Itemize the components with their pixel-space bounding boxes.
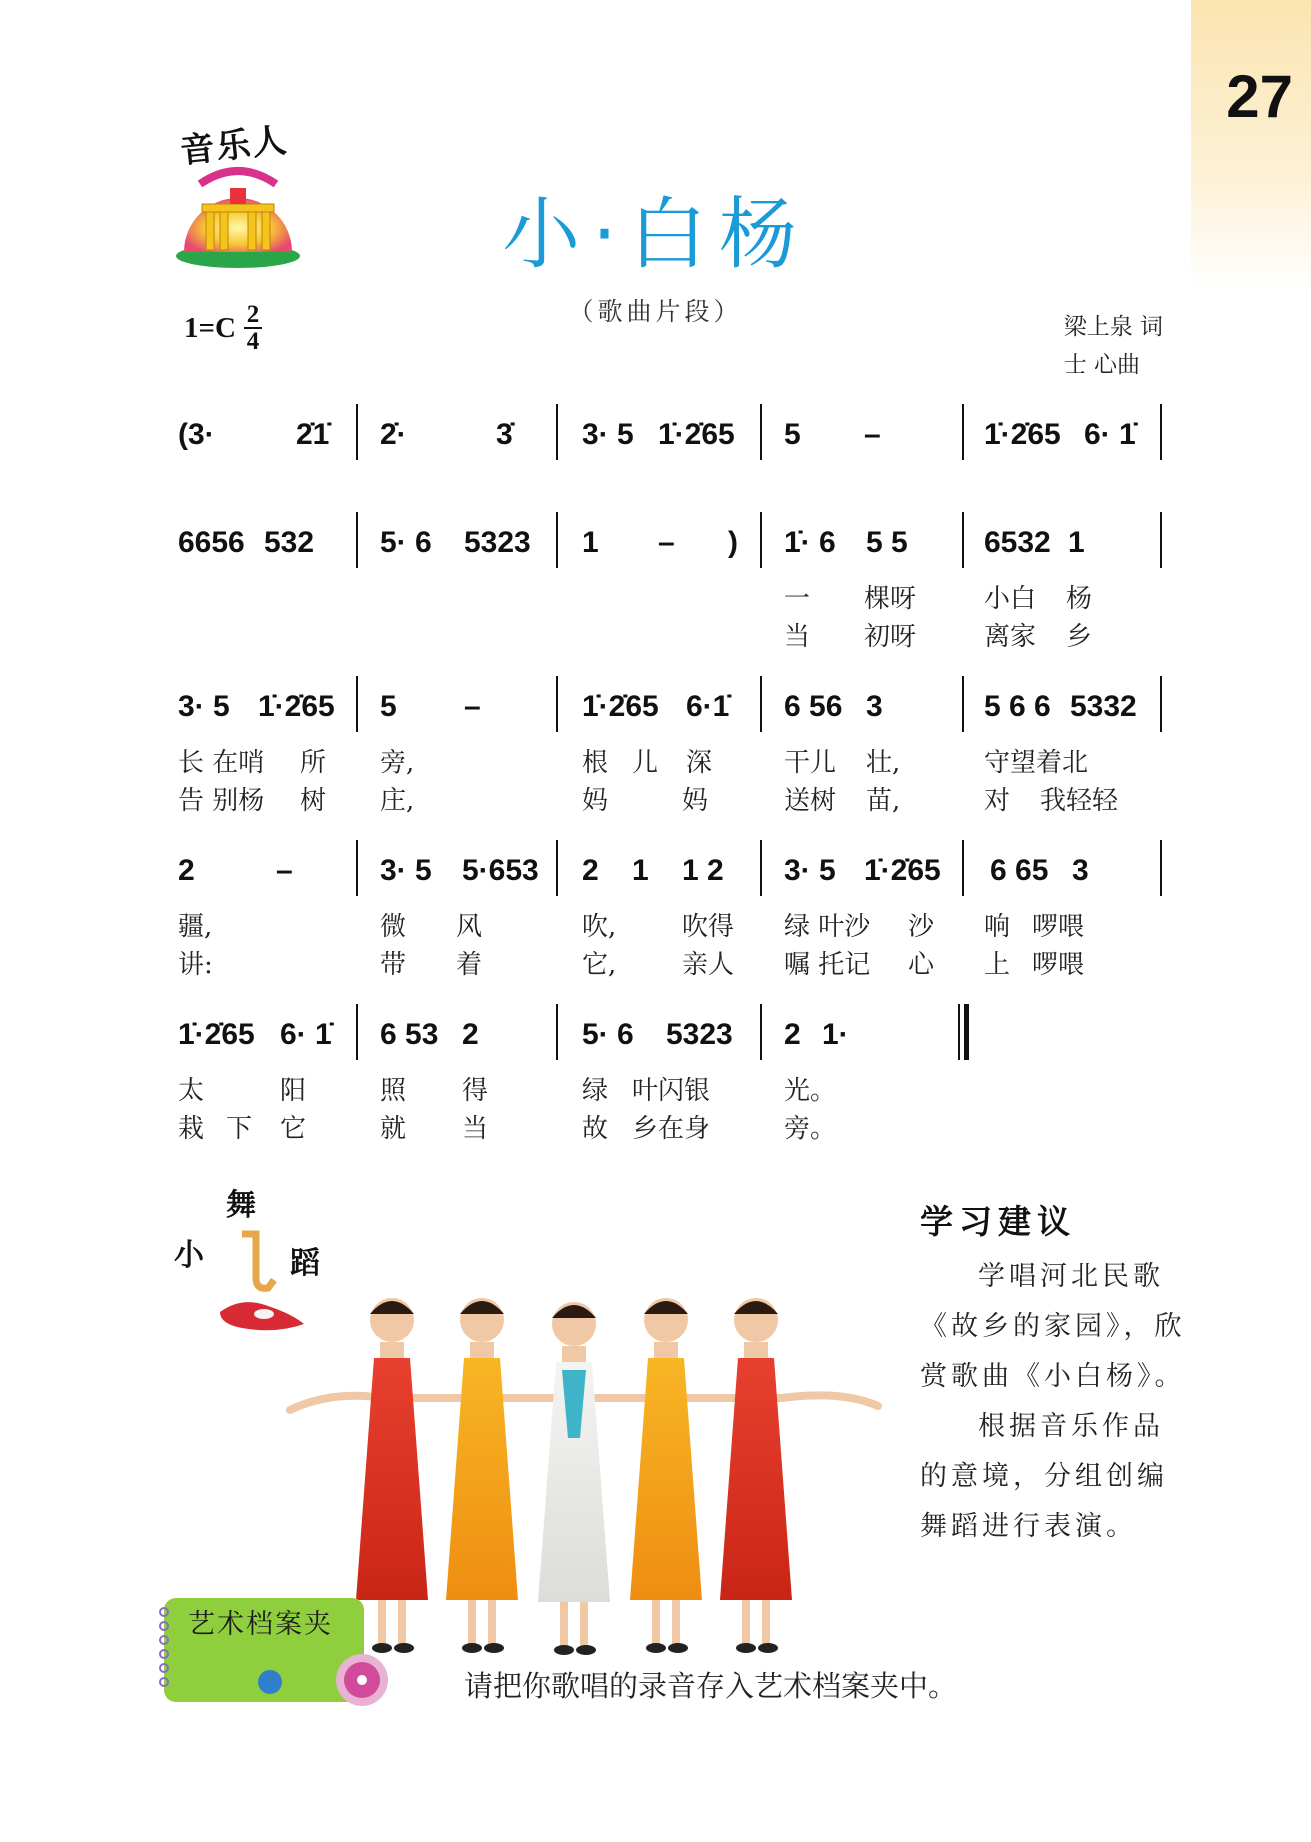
dancer <box>720 1298 792 1653</box>
note-group: 2 <box>582 854 599 887</box>
lyric-word: 旁。 <box>784 1114 837 1144</box>
dance-label-char: 舞 <box>226 1188 256 1223</box>
lyric-row-4-verse-2 <box>172 944 1172 980</box>
study-line: 学唱河北民歌 <box>978 1261 1164 1292</box>
lyric-word: 上 <box>984 950 1011 980</box>
lyric-word: 我轻轻 <box>1040 786 1119 816</box>
study-line: 的意境，分组创编 <box>920 1461 1168 1492</box>
barline <box>1160 404 1162 460</box>
note-group: 6 53 <box>380 1018 439 1051</box>
note-group: 1̇·2̇65 <box>582 690 659 723</box>
lyric-word: 对 <box>984 786 1011 816</box>
lyric-word: 栽 <box>178 1114 205 1144</box>
lyric-word: 妈 <box>682 786 709 816</box>
barline <box>1160 512 1162 568</box>
lyric-word: 干儿 <box>784 748 837 778</box>
lyric-word: 离家 <box>984 622 1037 652</box>
barline <box>760 404 762 460</box>
song-subtitle: （歌曲片段） <box>568 297 743 326</box>
note-group: 5323 <box>666 1018 733 1051</box>
note-group: 5 5 <box>866 526 908 559</box>
note-group: 1̇·2̇65 <box>178 1018 255 1051</box>
lyric-word: 树 <box>300 786 327 816</box>
note-group: 6656 <box>178 526 245 559</box>
barline <box>556 676 558 732</box>
dancer <box>538 1302 610 1655</box>
key-signature <box>184 302 262 354</box>
note-group: 6·1̇ <box>686 690 730 723</box>
lyric-word: 它 <box>280 1114 307 1144</box>
note-group: 2 <box>178 854 195 887</box>
lyric-word: 得 <box>462 1076 489 1106</box>
lyric-word: 阳 <box>280 1076 307 1106</box>
note-group: 1· <box>822 1018 849 1051</box>
lyric-word: 亲人 <box>682 950 735 980</box>
note-group: 3· 5 <box>582 418 634 451</box>
note-group: 5 <box>784 418 801 451</box>
lyric-word: 杨 <box>1066 584 1093 614</box>
note-group: 1 2 <box>682 854 724 887</box>
note-group: 3· 5 <box>784 854 836 887</box>
barline <box>356 676 358 732</box>
study-heading: 学习建议 <box>920 1202 1076 1241</box>
note-group: 1̇·2̇65 <box>658 418 735 451</box>
lyric-word: 讲: <box>178 950 213 980</box>
barline <box>760 512 762 568</box>
lyric-word: 长 在哨 <box>178 748 265 778</box>
note-group: 1̇· 6 <box>784 526 836 559</box>
score-row-2 <box>172 508 1172 578</box>
note-group: 2 <box>784 1018 801 1051</box>
score-row-4 <box>172 836 1172 906</box>
score-row-3 <box>172 672 1172 742</box>
lyric-word: 苗, <box>866 786 901 816</box>
note-group: 6 65 <box>990 854 1049 887</box>
lyric-word: 深 <box>686 748 713 778</box>
lyric-word: 初呀 <box>864 622 917 652</box>
art-archive-badge <box>158 1594 390 1710</box>
lyric-word: 着 <box>456 950 483 980</box>
lyric-word: 风 <box>456 912 483 942</box>
lyric-row-2-verse-1 <box>172 578 1172 614</box>
lyric-row-3-verse-2 <box>172 780 1172 816</box>
lyric-word: 啰喂 <box>1032 950 1085 980</box>
music-section-label: 音乐人 <box>178 120 291 172</box>
song-credits <box>1064 308 1163 384</box>
lyric-word: 旁, <box>380 748 415 778</box>
lyric-word: 疆, <box>178 912 213 942</box>
lyric-row-5-verse-1 <box>172 1070 1172 1106</box>
note-group: 5· 6 <box>582 1018 634 1051</box>
note-group: ) <box>728 526 738 559</box>
lyric-word: 棵呀 <box>864 584 917 614</box>
lyric-word: 送树 <box>784 786 837 816</box>
lyric-word: 微 <box>380 912 407 942</box>
note-group: – <box>464 690 481 723</box>
lyric-word: 吹得 <box>682 912 735 942</box>
note-group: 5·653 <box>462 854 539 887</box>
note-group: 5323 <box>464 526 531 559</box>
note-group: (3· <box>178 418 215 451</box>
lyric-word: 根 <box>582 748 609 778</box>
lyric-word: 故 <box>582 1114 609 1144</box>
score-row-5 <box>172 1000 1172 1070</box>
lyric-row-4-verse-1 <box>172 906 1172 942</box>
song-title: 小·白杨 <box>502 190 809 280</box>
lyric-word: 告 别杨 <box>178 786 265 816</box>
lyric-word: 沙 <box>908 912 935 942</box>
note-group: 1 <box>582 526 599 559</box>
note-group: 5 <box>380 690 397 723</box>
lyric-row-3-verse-1 <box>172 742 1172 778</box>
final-barline-thin <box>958 1004 960 1060</box>
lyric-word: 下 <box>226 1114 253 1144</box>
study-line: 赏歌曲《小白杨》。 <box>920 1361 1186 1392</box>
lyric-word: 嘱 托记 <box>784 950 871 980</box>
lyric-word: 当 <box>784 622 811 652</box>
lyric-row-2-verse-2 <box>172 616 1172 652</box>
note-group: 2̇1̇ <box>296 418 330 451</box>
note-group: 6· 1̇ <box>280 1018 332 1051</box>
note-group: 6532 <box>984 526 1051 559</box>
note-group: 3· 5 <box>178 690 230 723</box>
archive-instruction: 请把你歌唱的录音存入艺术档案夹中。 <box>464 1669 958 1703</box>
note-group: 2 <box>462 1018 479 1051</box>
lyric-word: 太 <box>178 1076 205 1106</box>
lyric-word: 照 <box>380 1076 407 1106</box>
barline <box>356 512 358 568</box>
barline <box>962 840 964 896</box>
note-group: – <box>658 526 675 559</box>
note-group: – <box>276 854 293 887</box>
note-group: 3 <box>1072 854 1089 887</box>
barline <box>962 404 964 460</box>
note-group: – <box>864 418 881 451</box>
lyric-word: 乡在身 <box>632 1114 711 1144</box>
note-group: 3· 5 <box>380 854 432 887</box>
barline <box>760 676 762 732</box>
archive-title: 艺术档案夹 <box>188 1609 333 1640</box>
lyric-word: 啰喂 <box>1032 912 1085 942</box>
note-group: 1̇·2̇65 <box>258 690 335 723</box>
note-group: 5 6 6 <box>984 690 1051 723</box>
time-denominator: 4 <box>246 328 260 355</box>
note-group: 1 <box>1068 526 1085 559</box>
lyric-word: 儿 <box>632 748 659 778</box>
lyric-word: 吹, <box>582 912 617 942</box>
lyric-word: 就 <box>380 1114 407 1144</box>
lyric-word: 绿 叶沙 <box>784 912 871 942</box>
note-group: 2̇· <box>380 418 407 451</box>
lyricist: 梁上泉 词 <box>1063 314 1163 340</box>
study-line: 根据音乐作品 <box>978 1411 1164 1442</box>
barline <box>556 1004 558 1060</box>
time-numerator: 2 <box>246 301 260 328</box>
barline <box>356 840 358 896</box>
lyric-word: 壮, <box>866 748 901 778</box>
time-signature <box>244 302 262 354</box>
note-group: 5332 <box>1070 690 1137 723</box>
note-group: 1̇·2̇65 <box>864 854 941 887</box>
page-number: 27 <box>1226 63 1293 130</box>
barline <box>962 676 964 732</box>
lyric-word: 所 <box>300 748 327 778</box>
composer: 士 心曲 <box>1063 352 1140 378</box>
lyric-word: 当 <box>462 1114 489 1144</box>
final-barline-thick <box>964 1004 969 1060</box>
dance-label-char: 小 <box>174 1238 204 1273</box>
note-group: 3 <box>866 690 883 723</box>
barline <box>1160 676 1162 732</box>
study-line: 舞蹈进行表演。 <box>920 1511 1137 1542</box>
barline <box>760 1004 762 1060</box>
note-group: 6· 1̇ <box>1084 418 1136 451</box>
note-group: 3̇ <box>496 418 513 451</box>
lyric-word: 绿 <box>582 1076 609 1106</box>
lyric-word: 妈 <box>582 786 609 816</box>
lyric-word: 一 <box>784 584 811 614</box>
note-group: 6 56 <box>784 690 843 723</box>
barline <box>356 1004 358 1060</box>
lyric-word: 庄, <box>380 786 415 816</box>
lyric-word: 光。 <box>784 1076 837 1106</box>
dance-label-char: 蹈 <box>290 1246 320 1281</box>
barline <box>556 512 558 568</box>
lyric-word: 小白 <box>984 584 1037 614</box>
barline <box>760 840 762 896</box>
lyric-word: 乡 <box>1066 622 1093 652</box>
score-row-1 <box>172 400 1172 470</box>
study-line: 《故乡的家园》，欣 <box>920 1311 1186 1342</box>
dancer <box>630 1298 702 1653</box>
lyric-word: 带 <box>380 950 407 980</box>
note-group: 5· 6 <box>380 526 432 559</box>
lyric-word: 响 <box>984 912 1011 942</box>
barline <box>962 512 964 568</box>
note-group: 1 <box>632 854 649 887</box>
note-group: 532 <box>264 526 315 559</box>
barline <box>556 840 558 896</box>
key-label: 1=C <box>184 311 236 344</box>
lyric-word: 心 <box>908 950 935 980</box>
barline <box>1160 840 1162 896</box>
dancer <box>446 1298 518 1653</box>
note-group: 1̇·2̇65 <box>984 418 1061 451</box>
lyric-word: 它, <box>582 950 617 980</box>
lyric-word: 守望着北 <box>984 748 1089 778</box>
barline <box>356 404 358 460</box>
lyric-word: 叶闪银 <box>632 1076 711 1106</box>
barline <box>556 404 558 460</box>
lyric-row-5-verse-2 <box>172 1108 1172 1144</box>
